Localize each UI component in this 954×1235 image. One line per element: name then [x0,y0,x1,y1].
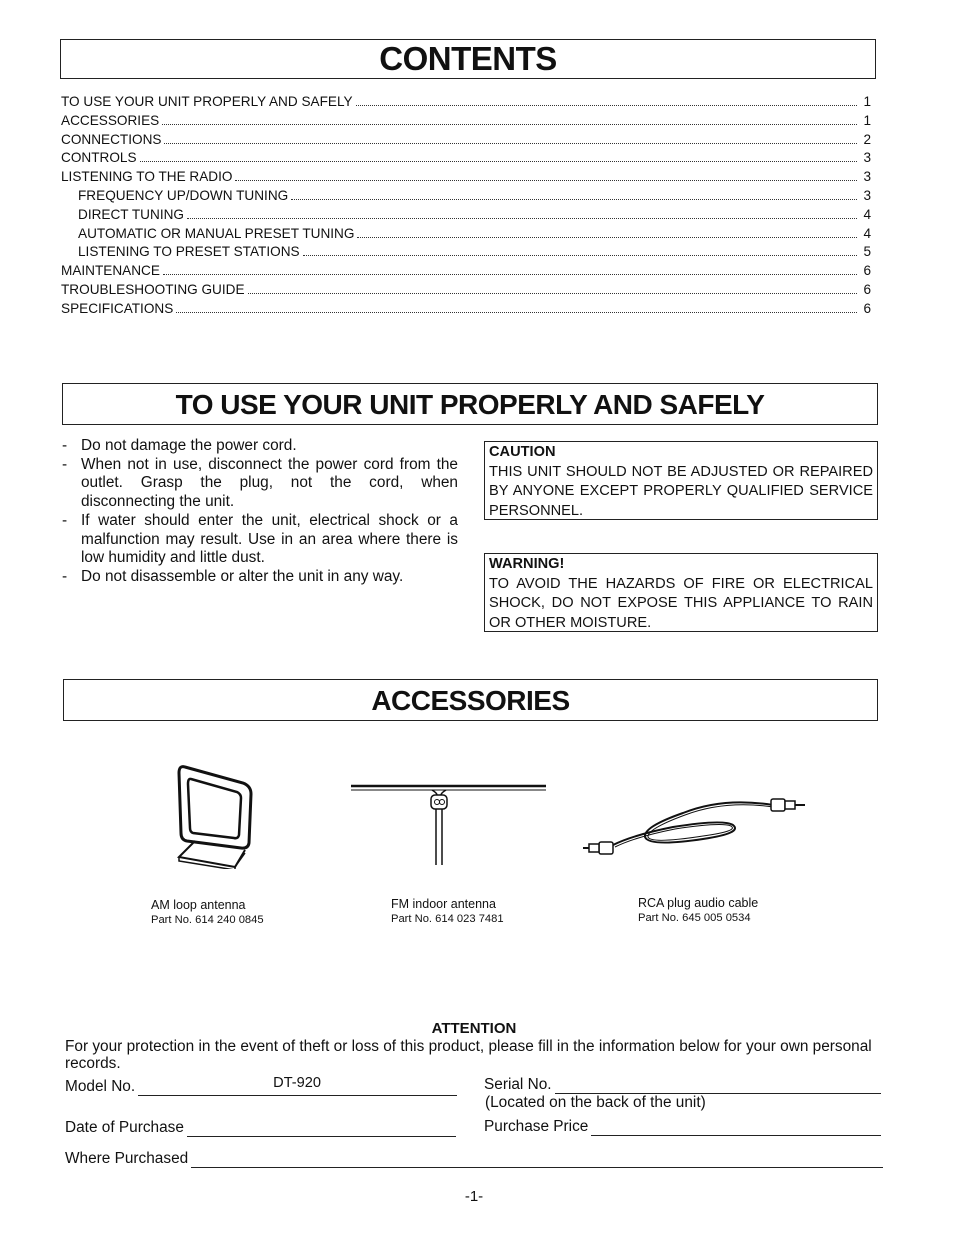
price-label: Purchase Price [484,1118,589,1135]
toc-entry[interactable] [61,207,871,226]
toc-entry[interactable] [61,94,871,113]
model-label: Model No. [65,1078,136,1095]
toc-entry-page: 1 [863,112,871,128]
purchase-price-field[interactable] [484,1117,881,1136]
where-purchased-field[interactable] [65,1149,883,1168]
bullet-text: Do not disassemble or alter the unit in any way. [81,567,404,585]
toc-entry-title: TO USE YOUR UNIT PROPERLY AND SAFELY [61,94,353,109]
safety-title: TO USE YOUR UNIT PROPERLY AND SAFELY [175,389,765,420]
accessory-part-number: Part No. 614 023 7481 [391,913,504,925]
list-item: - Do not disassemble or alter the unit in any way. [62,568,458,587]
accessory-fm-caption [391,897,504,927]
toc-leader [248,293,857,294]
toc-leader [163,274,857,275]
toc-leader [356,105,857,106]
accessory-name: AM loop antenna [151,898,246,912]
toc-entry[interactable] [61,113,871,132]
toc-entry-page: 4 [863,225,871,241]
toc-leader [357,237,857,238]
model-input-line[interactable] [138,1077,457,1096]
toc-entry-title: FREQUENCY UP/DOWN TUNING [78,187,289,203]
date-of-purchase-field[interactable] [65,1118,456,1137]
model-value: DT-920 [273,1075,322,1091]
safety-header [62,383,878,425]
toc-entry[interactable] [61,169,871,188]
table-of-contents [61,94,871,320]
toc-entry-title: DIRECT TUNING [78,206,184,222]
safety-bullets [62,437,458,587]
caution-title: CAUTION [489,444,556,460]
toc-entry[interactable] [61,150,871,169]
contents-header [60,39,876,79]
toc-entry-page: 4 [863,206,871,222]
toc-entry-title: LISTENING TO THE RADIO [61,169,233,185]
toc-entry-page: 6 [863,281,871,297]
toc-entry-page: 6 [863,300,871,316]
toc-entry-title: ACCESSORIES [61,112,160,128]
accessories-header [63,679,878,721]
serial-note: (Located on the back of the unit) [485,1094,706,1111]
accessory-name: RCA plug audio cable [638,896,759,910]
toc-entry-title: AUTOMATIC OR MANUAL PRESET TUNING [78,225,355,241]
caution-box [484,441,878,520]
serial-label: Serial No. [484,1076,552,1093]
toc-entry-page: 2 [863,131,871,147]
toc-entry[interactable] [61,301,871,320]
toc-entry-page: 3 [863,169,871,185]
serial-input-line[interactable] [555,1075,881,1094]
rca-cable-icon [583,787,813,867]
toc-entry-page: 3 [863,187,871,203]
toc-entry[interactable] [61,244,871,263]
toc-entry-title: LISTENING TO PRESET STATIONS [78,244,300,260]
caution-text: THIS UNIT SHOULD NOT BE ADJUSTED OR REPAIRED BY ANYONE EXCEPT PROPERLY QUALIFIED SERVICE PERSONNEL. [489,463,873,519]
bullet-text: If water should enter the unit, electrical shock or a malfunction may result. Use in an area where there is low humidity and little dust. [81,511,458,567]
toc-leader [303,255,857,256]
where-label: Where Purchased [65,1150,189,1167]
toc-entry-title: MAINTENANCE [61,263,160,279]
accessory-am-caption [151,898,264,928]
accessory-part-number: Part No. 614 240 0845 [151,914,264,926]
warning-text: TO AVOID THE HAZARDS OF FIRE OR ELECTRICAL SHOCK, DO NOT EXPOSE THIS APPLIANCE TO RAIN OR OTHER MOISTURE. [489,575,873,631]
fm-indoor-antenna-icon [346,775,551,872]
accessory-rca-caption [638,896,758,926]
toc-entry-page: 6 [863,263,871,279]
warning-title: WARNING! [489,556,565,572]
toc-entry[interactable] [61,226,871,245]
date-input-line[interactable] [187,1118,456,1137]
toc-leader [187,218,857,219]
bullet-text: When not in use, disconnect the power cord from the outlet. Grasp the plug, not the cord, when disconnecting the unit. [81,455,458,511]
list-item: - Do not damage the power cord. [62,437,458,456]
toc-leader [164,143,857,144]
toc-leader [176,312,857,313]
list-item: - If water should enter the unit, electrical shock or a malfunction may result. Use in an area where there is low humidity and little dust. [62,511,458,567]
price-input-line[interactable] [591,1117,881,1136]
model-number-field[interactable] [65,1077,457,1096]
toc-entry-title: CONTROLS [61,150,137,166]
toc-entry-title: CONNECTIONS [61,131,162,147]
toc-entry-page: 3 [863,150,871,166]
date-label: Date of Purchase [65,1119,184,1136]
attention-body: For your protection in the event of theft or loss of this product, please fill in the information below for your own personal records. [65,1038,872,1072]
accessories-title: ACCESSORIES [371,685,570,716]
accessory-part-number: Part No. 645 005 0534 [638,912,751,924]
toc-entry-title: SPECIFICATIONS [61,300,174,316]
list-item: - When not in use, disconnect the power cord from the outlet. Grasp the plug, not the cord, when disconnecting the unit. [62,455,458,511]
toc-entry-title: TROUBLESHOOTING GUIDE [61,281,245,297]
toc-entry-page: 5 [863,244,871,260]
toc-entry[interactable] [61,188,871,207]
am-loop-antenna-icon [165,757,257,874]
warning-box [484,553,878,632]
toc-entry[interactable] [61,132,871,151]
toc-leader [162,124,857,125]
attention-title: ATTENTION [431,1020,517,1037]
toc-entry[interactable] [61,282,871,301]
where-input-line[interactable] [191,1149,883,1168]
toc-leader [140,161,857,162]
toc-entry-page: 1 [863,94,871,109]
bullet-text: Do not damage the power cord. [81,437,297,454]
toc-leader [291,199,857,200]
toc-entry[interactable] [61,263,871,282]
page-number: -1- [464,1188,484,1205]
accessory-name: FM indoor antenna [391,897,496,911]
serial-number-field[interactable] [484,1075,881,1094]
contents-title: CONTENTS [379,40,557,77]
toc-leader [235,180,857,181]
